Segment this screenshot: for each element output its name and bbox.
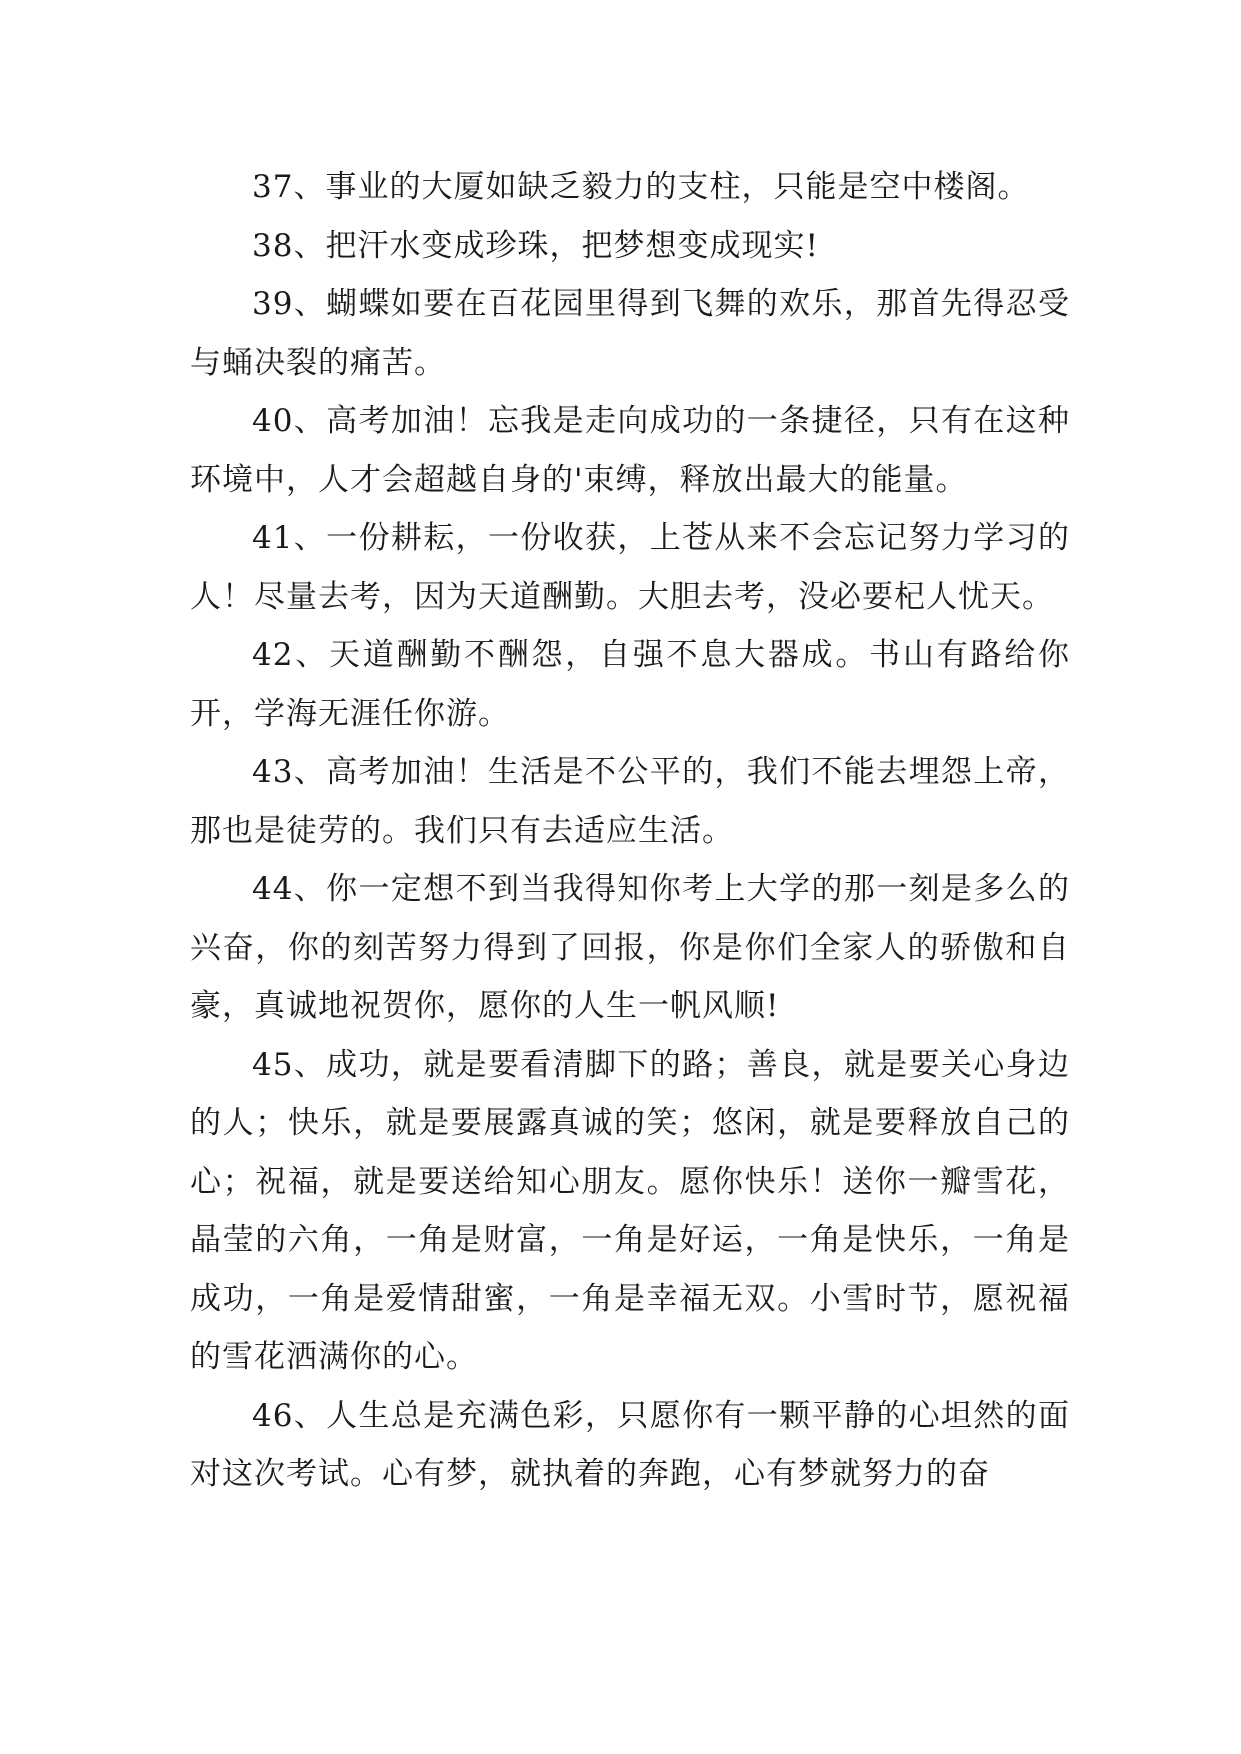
paragraph-40: 40、高考加油！忘我是走向成功的一条捷径，只有在这种环境中，人才会超越自身的'束缚，释放出最大的能量。 <box>190 403 1070 498</box>
paragraph-43: 43、高考加油！生活是不公平的，我们不能去埋怨上帝，那也是徒劳的。我们只有去适应生活。 <box>190 754 1070 849</box>
paragraph-45: 45、成功，就是要看清脚下的路；善良，就是要关心身边的人；快乐，就是要展露真诚的笑；悠闲，就是要释放自己的心；祝福，就是要送给知心朋友。愿你快乐！送你一瓣雪花，晶莹的六角，一角是财富，一角是好运，一角是快乐，一角是成功，一角是爱情甜蜜，一角是幸福无双。小雪时节，愿祝福的雪花洒满你的心。 <box>190 1046 1070 1375</box>
paragraph-39: 39、蝴蝶如要在百花园里得到飞舞的欢乐，那首先得忍受与蛹决裂的痛苦。 <box>190 286 1070 381</box>
document-body <box>190 158 1070 1504</box>
paragraph-41: 41、一份耕耘，一份收获，上苍从来不会忘记努力学习的人！尽量去考，因为天道酬勤。大胆去考，没必要杞人忧天。 <box>190 520 1070 615</box>
paragraph-44: 44、你一定想不到当我得知你考上大学的那一刻是多么的兴奋，你的刻苦努力得到了回报，你是你们全家人的骄傲和自豪，真诚地祝贺你，愿你的人生一帆风顺! <box>190 871 1070 1024</box>
paragraph-37: 37、事业的大厦如缺乏毅力的支柱，只能是空中楼阁。 <box>252 169 1030 205</box>
paragraph-46: 46、人生总是充满色彩，只愿你有一颗平静的心坦然的面对这次考试。心有梦，就执着的奔跑，心有梦就努力的奋 <box>190 1397 1070 1492</box>
paragraph-38: 38、把汗水变成珍珠，把梦想变成现实! <box>252 227 819 264</box>
paragraph-42: 42、天道酬勤不酬怨，自强不息大器成。书山有路给你开，学海无涯任你游。 <box>190 637 1070 732</box>
